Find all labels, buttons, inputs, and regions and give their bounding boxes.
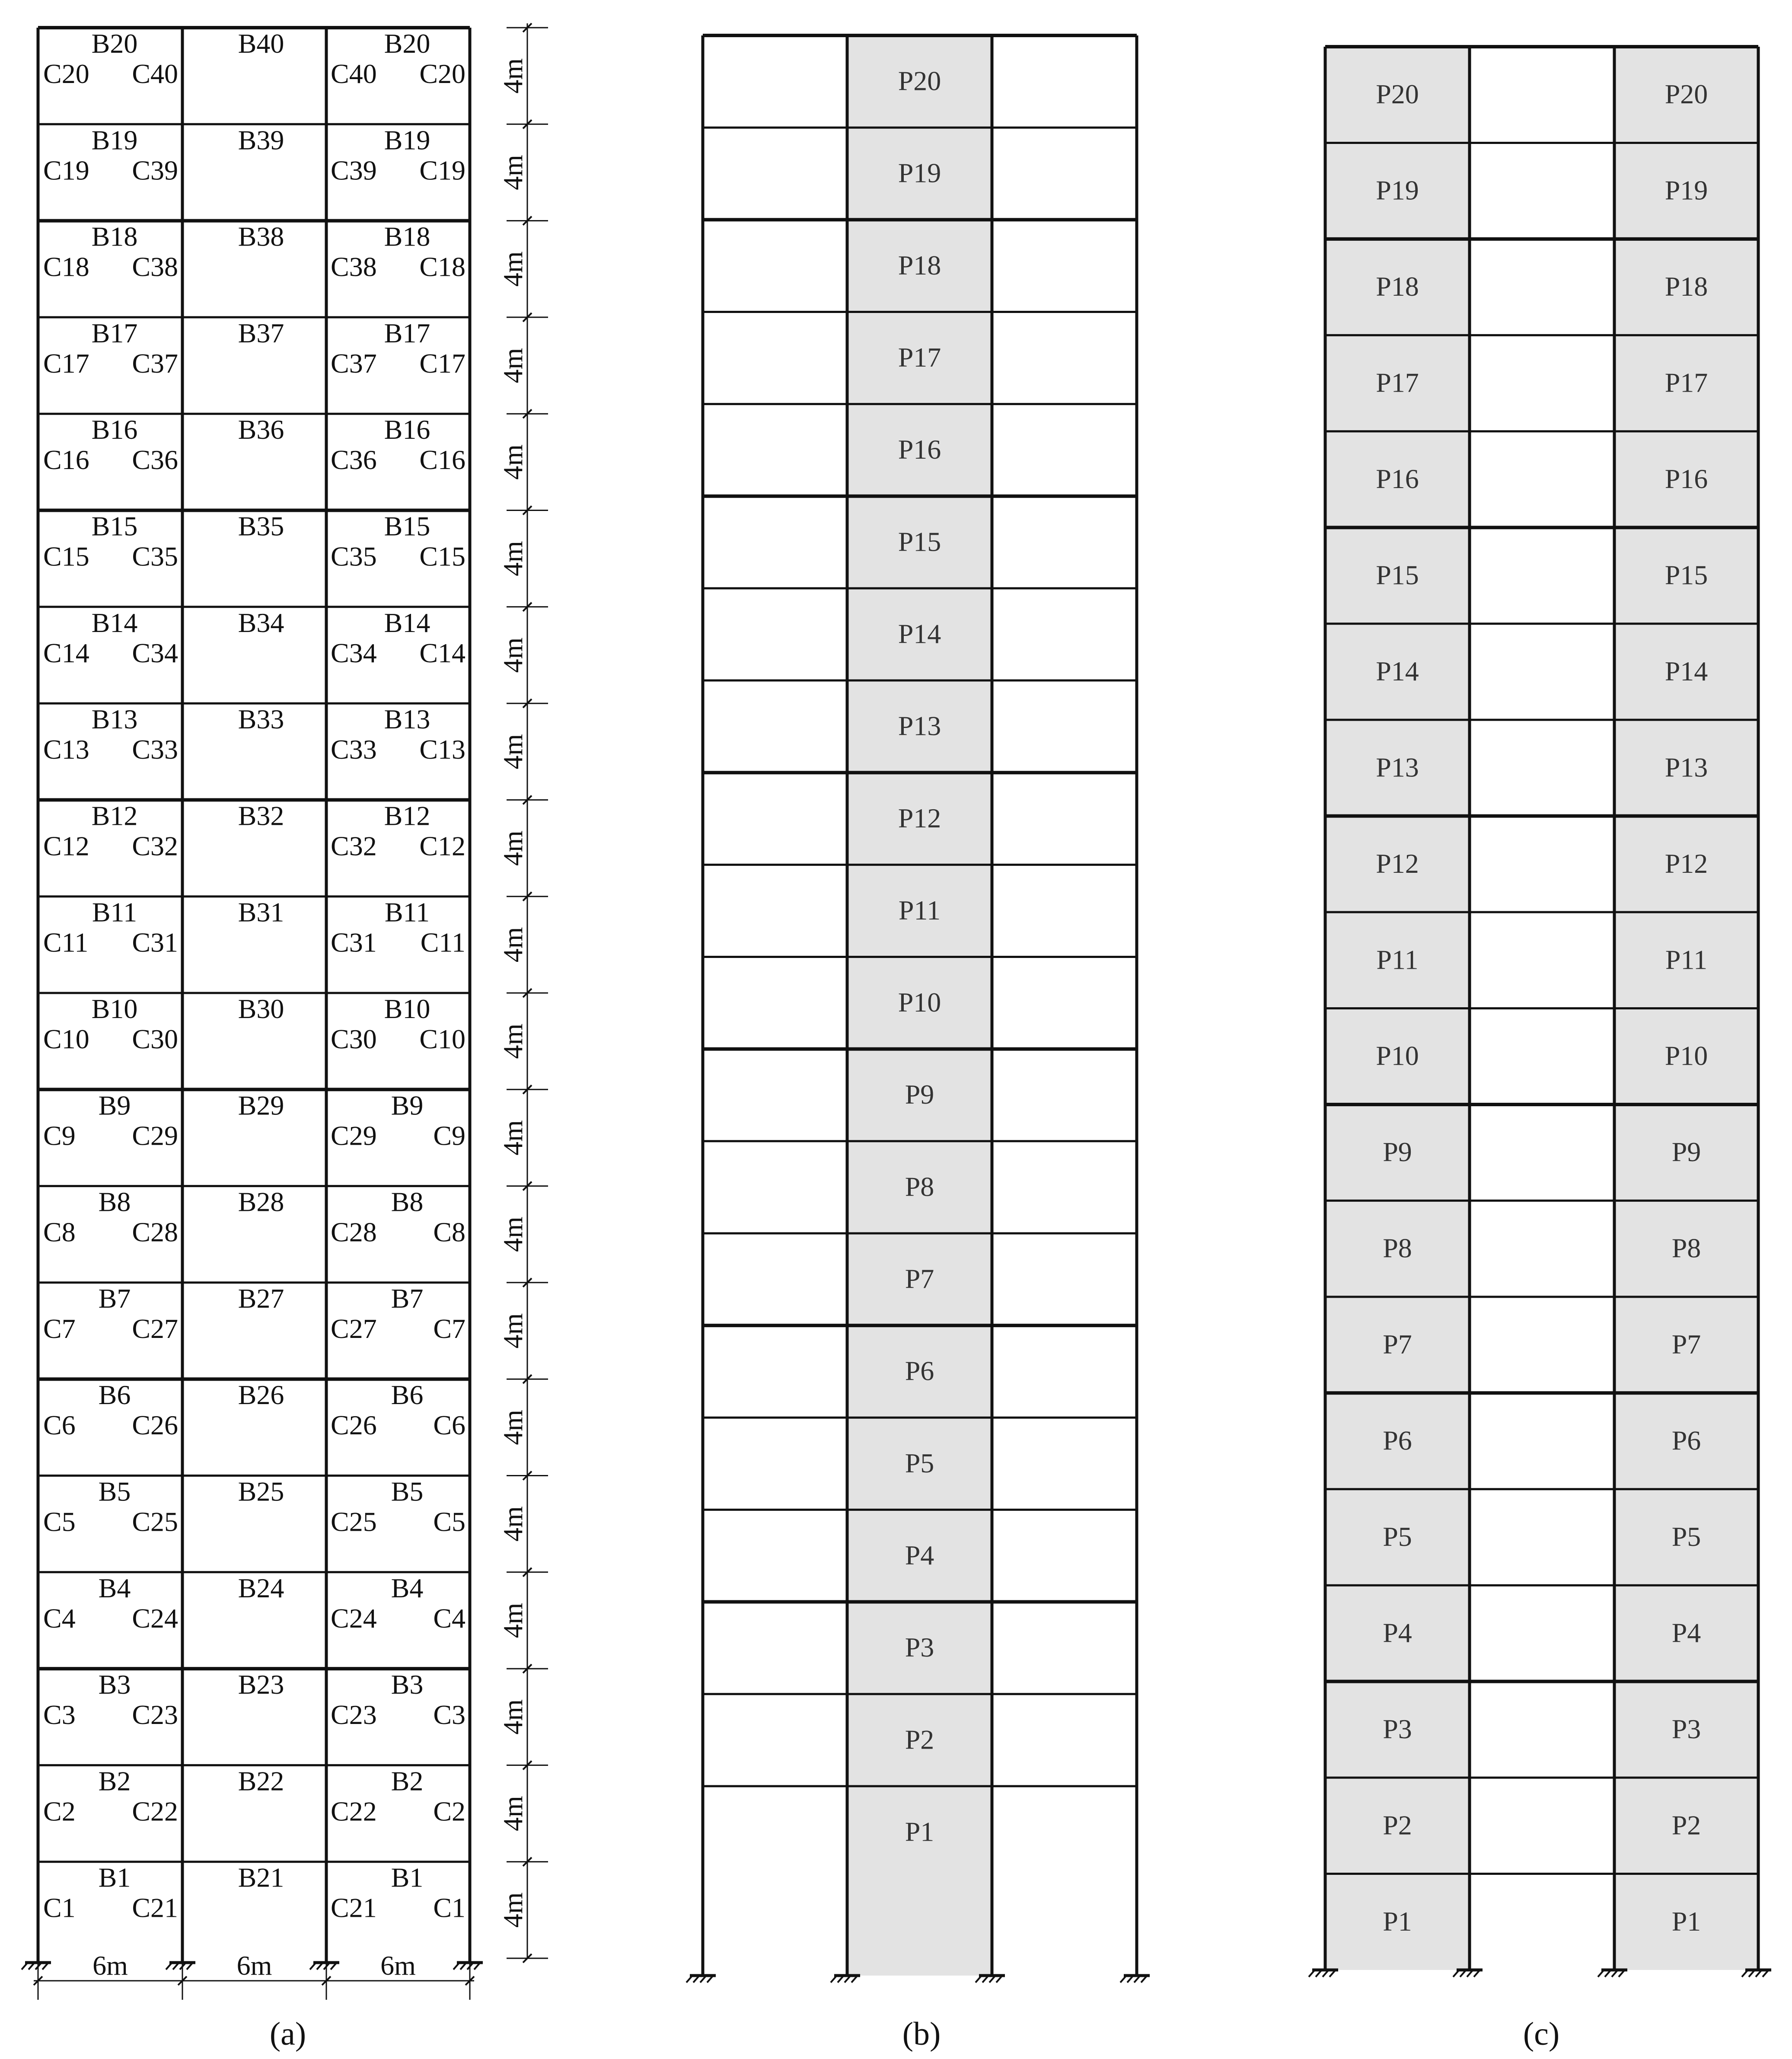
column-label-outer-right: C20	[419, 58, 466, 89]
beam-label-right: B5	[391, 1476, 424, 1507]
story-height-label: 4m	[497, 637, 528, 673]
infill-panel	[847, 1878, 992, 1976]
column-label-outer-right: C9	[433, 1120, 466, 1151]
infill-label: P12	[898, 802, 941, 833]
infill-label: P12	[1376, 848, 1419, 879]
beam-label-left: B12	[91, 800, 138, 831]
beam-label-middle: B28	[238, 1186, 284, 1217]
column-label-outer-right: C14	[419, 637, 466, 668]
beam-label-middle: B32	[238, 800, 284, 831]
infill-label: P16	[1376, 463, 1419, 495]
infill-label: P5	[1383, 1521, 1412, 1552]
column-label-outer-left: C10	[43, 1024, 89, 1054]
infill-label: P2	[1671, 1810, 1701, 1841]
infill-label: P8	[1383, 1232, 1412, 1264]
infill-label: P2	[1383, 1810, 1412, 1841]
beam-label-left: B5	[98, 1476, 131, 1507]
column-label-inner-left: C36	[132, 444, 178, 476]
beam-label-middle: B22	[238, 1765, 284, 1797]
infill-label: P3	[905, 1632, 934, 1663]
caption-b: (b)	[902, 2016, 941, 2052]
infill-label: P3	[1671, 1713, 1701, 1744]
column-label-outer-right: C5	[433, 1506, 466, 1537]
column-label-inner-right: C35	[331, 541, 377, 572]
column-label-outer-right: C16	[419, 444, 466, 476]
column-label-outer-left: C19	[43, 155, 89, 186]
column-label-inner-right: C22	[331, 1796, 377, 1827]
story-height-label: 4m	[497, 58, 528, 94]
story-height-label: 4m	[497, 1603, 528, 1638]
story-height-label: 4m	[497, 1699, 528, 1735]
column-label-inner-right: C33	[331, 734, 377, 765]
infill-label: P19	[1376, 175, 1419, 206]
column-label-inner-right: C26	[331, 1410, 377, 1441]
column-label-outer-left: C11	[43, 927, 89, 958]
beam-label-middle: B33	[238, 704, 284, 735]
infill-label: P7	[1383, 1329, 1412, 1360]
column-label-outer-right: C4	[433, 1603, 466, 1634]
column-label-outer-left: C17	[43, 348, 89, 379]
beam-label-left: B3	[98, 1669, 131, 1700]
column-label-outer-right: C3	[433, 1699, 466, 1730]
column-label-outer-left: C16	[43, 444, 89, 476]
beam-label-middle: B21	[238, 1862, 284, 1893]
story-height-label: 4m	[497, 251, 528, 287]
column-label-inner-left: C30	[132, 1024, 178, 1054]
infill-label: P16	[898, 434, 941, 465]
infill-label: P4	[1383, 1617, 1412, 1648]
beam-label-right: B2	[391, 1765, 424, 1797]
column-label-inner-right: C40	[331, 58, 377, 89]
column-label-inner-left: C39	[132, 155, 178, 186]
column-label-inner-right: C39	[331, 155, 377, 186]
column-label-inner-right: C21	[331, 1892, 377, 1923]
beam-label-middle: B34	[238, 607, 284, 638]
column-label-outer-right: C11	[420, 927, 466, 958]
beam-label-left: B6	[98, 1379, 131, 1411]
column-label-outer-left: C2	[43, 1796, 76, 1827]
beam-label-right: B8	[391, 1186, 424, 1217]
column-label-inner-right: C36	[331, 444, 377, 476]
column-label-outer-right: C7	[433, 1313, 466, 1344]
column-label-inner-left: C24	[132, 1603, 178, 1634]
beam-label-middle: B27	[238, 1283, 284, 1314]
infill-label: P20	[1376, 79, 1419, 110]
column-label-outer-right: C8	[433, 1216, 466, 1248]
beam-label-middle: B40	[238, 28, 284, 59]
infill-label: P13	[898, 710, 941, 741]
infill-label: P9	[905, 1079, 934, 1110]
infill-label: P18	[898, 249, 941, 281]
column-label-inner-left: C33	[132, 734, 178, 765]
infill-label: P10	[1376, 1040, 1419, 1071]
beam-label-left: B18	[91, 221, 138, 252]
column-label-outer-right: C10	[419, 1024, 466, 1054]
story-height-label: 4m	[497, 541, 528, 577]
infill-label: P10	[898, 987, 941, 1018]
infill-label: P18	[1664, 271, 1708, 302]
story-height-label: 4m	[497, 1796, 528, 1831]
column-label-inner-left: C28	[132, 1216, 178, 1248]
column-label-inner-right: C25	[331, 1506, 377, 1537]
beam-label-right: B10	[384, 993, 430, 1024]
column-label-outer-right: C19	[419, 155, 466, 186]
beam-label-middle: B26	[238, 1379, 284, 1411]
beam-label-middle: B24	[238, 1572, 284, 1603]
infill-label: P7	[1671, 1329, 1701, 1360]
infill-label: P13	[1376, 752, 1419, 783]
beam-label-right: B19	[384, 124, 430, 156]
beam-label-left: B9	[98, 1090, 131, 1121]
infill-label: P17	[1664, 367, 1708, 398]
story-height-label: 4m	[497, 734, 528, 769]
column-label-inner-left: C40	[132, 58, 178, 89]
beam-label-left: B20	[91, 28, 138, 59]
column-label-outer-right: C12	[419, 830, 466, 862]
beam-label-right: B16	[384, 414, 430, 445]
beam-label-right: B6	[391, 1379, 424, 1411]
bay-width-label: 6m	[380, 1950, 416, 1981]
column-label-outer-left: C4	[43, 1603, 76, 1634]
infill-label: P19	[898, 157, 941, 188]
column-label-inner-left: C32	[132, 830, 178, 862]
story-height-label: 4m	[497, 1216, 528, 1252]
beam-label-left: B8	[98, 1186, 131, 1217]
beam-label-left: B7	[98, 1283, 131, 1314]
beam-label-right: B14	[384, 607, 430, 638]
infill-label: P1	[1671, 1906, 1701, 1937]
caption-a: (a)	[269, 2016, 306, 2052]
story-height-label: 4m	[497, 1120, 528, 1156]
column-label-outer-right: C6	[433, 1410, 466, 1441]
infill-label: P10	[1664, 1040, 1708, 1071]
infill-label: P3	[1383, 1713, 1412, 1744]
column-label-inner-left: C26	[132, 1410, 178, 1441]
beam-label-left: B14	[91, 607, 138, 638]
infill-label: P11	[1376, 944, 1419, 975]
infill-label: P2	[905, 1724, 934, 1755]
infill-label: P13	[1664, 752, 1708, 783]
infill-label: P12	[1664, 848, 1708, 879]
beam-label-right: B18	[384, 221, 430, 252]
infill-label: P8	[905, 1171, 934, 1202]
column-label-inner-right: C38	[331, 251, 377, 282]
column-label-inner-right: C31	[331, 927, 377, 958]
beam-label-left: B11	[92, 897, 137, 928]
column-label-inner-left: C31	[132, 927, 178, 958]
infill-label: P20	[898, 65, 941, 96]
column-label-outer-right: C15	[419, 541, 466, 572]
infill-label: P14	[898, 618, 941, 649]
column-label-outer-left: C3	[43, 1699, 76, 1730]
beam-label-left: B19	[91, 124, 138, 156]
story-height-label: 4m	[497, 1409, 528, 1445]
infill-label: P6	[1671, 1425, 1701, 1456]
column-label-inner-right: C30	[331, 1024, 377, 1054]
beam-label-left: B13	[91, 704, 138, 735]
column-label-inner-left: C38	[132, 251, 178, 282]
beam-label-right: B12	[384, 800, 430, 831]
beam-label-right: B9	[391, 1090, 424, 1121]
column-label-inner-left: C29	[132, 1120, 178, 1151]
column-label-outer-left: C9	[43, 1120, 76, 1151]
beam-label-middle: B23	[238, 1669, 284, 1700]
column-label-outer-left: C8	[43, 1216, 76, 1248]
infill-label: P9	[1671, 1136, 1701, 1168]
infill-label: P15	[1664, 559, 1708, 591]
column-label-inner-right: C34	[331, 637, 377, 668]
beam-label-middle: B38	[238, 221, 284, 252]
infill-label: P1	[1383, 1906, 1412, 1937]
infill-label: P5	[905, 1447, 934, 1478]
column-label-inner-right: C24	[331, 1603, 377, 1634]
beam-label-left: B17	[91, 317, 138, 348]
column-label-inner-left: C35	[132, 541, 178, 572]
bay-width-label: 6m	[92, 1950, 128, 1981]
infill-label: P8	[1671, 1232, 1701, 1264]
column-label-outer-right: C1	[433, 1892, 466, 1923]
column-label-outer-left: C15	[43, 541, 89, 572]
infill-label: P14	[1664, 655, 1708, 686]
story-height-label: 4m	[497, 444, 528, 480]
infill-label: P11	[898, 894, 941, 926]
beam-label-right: B13	[384, 704, 430, 735]
beam-label-middle: B31	[238, 897, 284, 928]
infill-label: P5	[1671, 1521, 1701, 1552]
infill-label: P20	[1664, 79, 1708, 110]
infill-label: P1	[905, 1816, 934, 1847]
beam-label-left: B4	[98, 1572, 131, 1603]
story-height-label: 4m	[497, 1313, 528, 1349]
infill-label: P18	[1376, 271, 1419, 302]
beam-label-left: B10	[91, 993, 138, 1024]
column-label-inner-left: C22	[132, 1796, 178, 1827]
column-label-outer-left: C14	[43, 637, 89, 668]
beam-label-right: B20	[384, 28, 430, 59]
infill-label: P19	[1664, 175, 1708, 206]
infill-label: P11	[1665, 944, 1708, 975]
infill-label: P16	[1664, 463, 1708, 495]
column-label-outer-left: C13	[43, 734, 89, 765]
infill-label: P15	[898, 526, 941, 557]
infill-label: P17	[1376, 367, 1419, 398]
beam-label-right: B7	[391, 1283, 424, 1314]
column-label-inner-right: C23	[331, 1699, 377, 1730]
story-height-label: 4m	[497, 927, 528, 963]
beam-label-right: B4	[391, 1572, 424, 1603]
beam-label-right: B1	[391, 1862, 424, 1893]
story-height-label: 4m	[497, 1506, 528, 1542]
infill-label: P4	[905, 1539, 934, 1571]
column-label-inner-right: C32	[331, 830, 377, 862]
column-label-inner-right: C28	[331, 1216, 377, 1248]
beam-label-right: B15	[384, 511, 430, 542]
beam-label-middle: B25	[238, 1476, 284, 1507]
beam-label-middle: B39	[238, 124, 284, 156]
beam-label-right: B17	[384, 317, 430, 348]
infill-label: P14	[1376, 655, 1419, 686]
column-label-outer-left: C18	[43, 251, 89, 282]
beam-label-right: B3	[391, 1669, 424, 1700]
bay-width-label: 6m	[236, 1950, 272, 1981]
column-label-inner-right: C27	[331, 1313, 377, 1344]
column-label-outer-left: C12	[43, 830, 89, 862]
beam-label-middle: B29	[238, 1090, 284, 1121]
column-label-outer-left: C20	[43, 58, 89, 89]
infill-label: P4	[1671, 1617, 1701, 1648]
infill-label: P7	[905, 1263, 934, 1294]
column-label-outer-right: C13	[419, 734, 466, 765]
beam-label-left: B15	[91, 511, 138, 542]
column-label-inner-left: C23	[132, 1699, 178, 1730]
beam-label-middle: B36	[238, 414, 284, 445]
story-height-label: 4m	[497, 1023, 528, 1059]
column-label-inner-right: C37	[331, 348, 377, 379]
infill-label: P15	[1376, 559, 1419, 591]
story-height-label: 4m	[497, 830, 528, 866]
beam-label-middle: B30	[238, 993, 284, 1024]
infill-label: P6	[905, 1355, 934, 1386]
column-label-inner-left: C27	[132, 1313, 178, 1344]
beam-label-left: B1	[98, 1862, 131, 1893]
column-label-inner-right: C29	[331, 1120, 377, 1151]
beam-label-middle: B35	[238, 511, 284, 542]
infill-label: P17	[898, 342, 941, 373]
beam-label-left: B2	[98, 1765, 131, 1797]
beam-label-right: B11	[384, 897, 430, 928]
beam-label-middle: B37	[238, 317, 284, 348]
column-label-outer-right: C18	[419, 251, 466, 282]
column-label-outer-left: C5	[43, 1506, 76, 1537]
column-label-inner-left: C34	[132, 637, 178, 668]
story-height-label: 4m	[497, 348, 528, 383]
caption-c: (c)	[1523, 2016, 1560, 2052]
column-label-inner-left: C21	[132, 1892, 178, 1923]
infill-label: P6	[1383, 1425, 1412, 1456]
infill-label: P9	[1383, 1136, 1412, 1168]
column-label-outer-left: C1	[43, 1892, 76, 1923]
beam-label-left: B16	[91, 414, 138, 445]
story-height-label: 4m	[497, 1892, 528, 1928]
column-label-inner-left: C25	[132, 1506, 178, 1537]
column-label-outer-right: C17	[419, 348, 466, 379]
story-height-label: 4m	[497, 155, 528, 190]
column-label-inner-left: C37	[132, 348, 178, 379]
column-label-outer-right: C2	[433, 1796, 466, 1827]
column-label-outer-left: C6	[43, 1410, 76, 1441]
column-label-outer-left: C7	[43, 1313, 76, 1344]
